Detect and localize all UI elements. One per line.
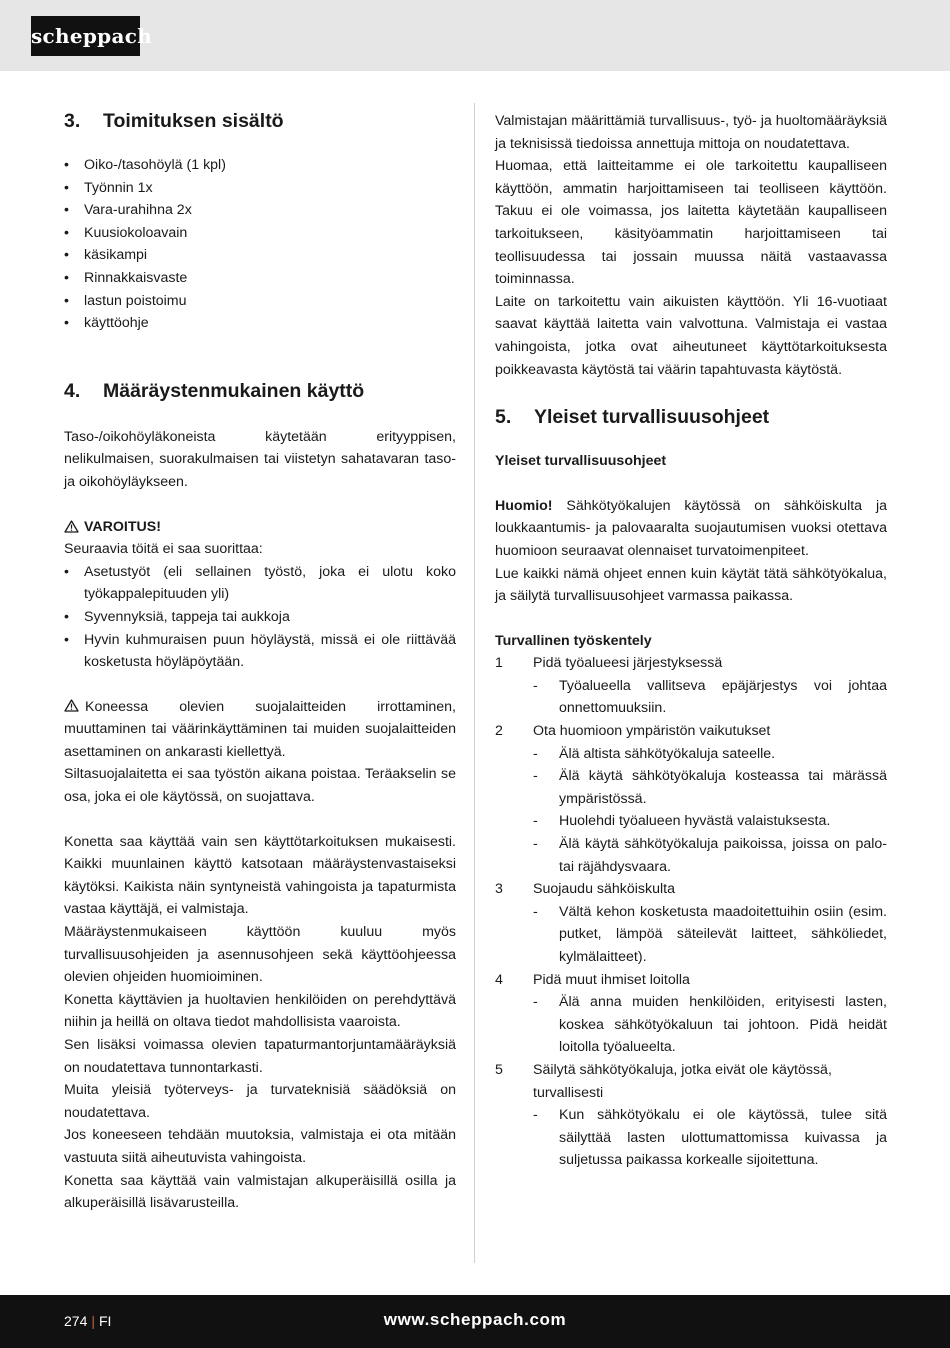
step-item [495,878,887,968]
warning-label: VAROITUS! [84,518,161,535]
step-number: 5 [495,1061,503,1078]
header-bar [0,0,950,71]
safety-steps [495,652,887,1172]
step-sublist [533,1104,887,1172]
step-number: 2 [495,723,503,740]
paragraph: Konetta käyttävien ja huoltavien henkilöiden on perehdyttävä niihin ja heillä on oltava tiedot mahdollisista vaaroista. [64,991,456,1031]
language-code: FI [99,1313,112,1329]
step-item [495,720,887,878]
section-3-heading [64,108,456,134]
list-item: • Kuusiokoloavain [64,222,456,245]
step-title: Ota huomioon ympäristön vaikutukset [533,723,771,740]
separator: | [91,1313,95,1329]
subheading: Yleiset turvallisuusohjeet [495,453,667,470]
paragraph: Valmistajan määrittämiä turvallisuus-, työ- ja huoltomääräyksiä ja teknisissä tiedoissa annettuja mittoja on noudatettava. [495,113,887,152]
brand-logo: scheppach [31,16,140,56]
step-title: Pidä muut ihmiset loitolla [533,971,690,988]
step-sublist [533,743,887,879]
step-number: 1 [495,655,503,672]
section-number: 4. [64,379,81,402]
step-number: 3 [495,881,503,898]
page-number-value: 274 [64,1313,88,1329]
step-number: 4 [495,971,503,988]
paragraph: Sen lisäksi voimassa olevien tapaturmantorjuntamääräyksiä on noudatettava tunnontarkasti. [64,1037,456,1076]
step-item [495,652,887,720]
paragraph: Muita yleisiä työterveys- ja turvateknisiä säädöksiä on noudatettava. [64,1082,456,1121]
left-column [64,108,456,1215]
section-4-heading [64,378,456,404]
step-title: Pidä työalueesi järjestyksessä [533,655,723,672]
step-sublist [533,901,887,969]
step-title: Säilytä sähkötyökaluja, jotka eivät ole käytössä, turvallisesti [533,1061,832,1101]
list-item: - Työalueella vallitseva epäjärjestys voi johtaa onnettomuuksiin. [533,675,887,720]
list-item: • käyttöohje [64,312,456,335]
note-text: Sähkötyökalujen käytössä on sähköiskulta ja loukkaantumis- ja palovaaralta suojautumisen vuoksi otettava huomioon seuraavat olennaiset turvatoimenpiteet. [495,497,887,559]
list-item: - Huolehdi työalueen hyvästä valaistuksesta. [533,810,887,833]
list-item: • Rinnakkaisvaste [64,267,456,290]
step-sublist [533,991,887,1059]
warning-list [64,561,456,674]
delivery-list [64,154,456,335]
list-item: • Työnnin 1x [64,177,456,200]
list-item: - Älä anna muiden henkilöiden, erityisesti lasten, koskea sähkötyökaluun tai johtoon. Pidä heidät loitolla työalueelta. [533,991,887,1059]
list-item: - Älä käytä sähkötyökaluja kosteassa tai märässä ympäristössä. [533,765,887,810]
list-item: • käsikampi [64,244,456,267]
note-paragraph [495,495,887,563]
step-title: Suojaudu sähköiskulta [533,881,675,898]
list-item: • Hyvin kuhmuraisen puun höyläystä, missä ei ole riittävää kosketusta höyläpöytään. [64,629,456,674]
note-label: Huomio! [495,497,553,514]
paragraph: Siltasuojalaitetta ei saa työstön aikana poistaa. Teräakselin se osa, joka ei ole käytössä, on suojattava. [64,766,456,806]
section-number: 5. [495,406,512,429]
warning-triangle-icon [64,699,79,712]
paragraph: Konetta saa käyttää vain valmistajan alkuperäisillä osilla ja alkuperäisillä lisävarusteilla. [64,1172,456,1212]
list-item: • Oiko-/tasohöylä (1 kpl) [64,154,456,177]
list-item: • Vara-urahihna 2x [64,199,456,222]
list-item: - Älä käytä sähkötyökaluja paikoissa, joissa on palo- tai räjähdysvaara. [533,833,887,878]
step-item [495,969,887,1059]
paragraph: Määräystenmukaiseen käyttöön kuuluu myös turvallisuusohjeiden ja asennusohjeen sekä käyttöohjeessa olevien ohjeiden huomioiminen. [64,924,456,986]
paragraph: Lue kaikki nämä ohjeet ennen kuin käytät tätä sähkötyökalua, ja säilytä turvallisuusohjeet varmassa paikassa. [495,565,887,605]
subheading: Turvallinen työskentely [495,632,652,649]
paragraph: Jos koneeseen tehdään muutoksia, valmistaja ei ota mitään vastuuta siitä aiheutuvista vahingoista. [64,1127,456,1166]
paragraph: Konetta saa käyttää vain sen käyttötarkoituksen mukaisesti. Kaikki muunlainen käyttö katsotaan määräystenvastaiseksi käytöksi. Kaikista näin syntyneistä vahingoista ja tapaturmista vastaa käyttäjä, ei valmistaja. [64,833,456,918]
warning-lead: Seuraavia töitä ei saa suorittaa: [64,541,263,558]
section-title: Toimituksen sisältö [103,110,284,132]
step-item [495,1059,887,1172]
section-title: Yleiset turvallisuusohjeet [534,406,770,429]
column-divider [474,103,475,1263]
list-item: - Älä altista sähkötyökaluja sateelle. [533,743,887,766]
paragraph: Laite on tarkoitettu vain aikuisten käyttöön. Yli 16-vuotiaat saavat käyttää laitetta vain valvottuna. Valmistaja ei vastaa vahingoista, jotka ovat aiheutuneet käyttötarkoituksesta poikkeavasta käytöstä tai väärin tapahtuvasta käytöstä. [495,293,887,378]
guard-paragraph [64,696,456,764]
warning-triangle-icon [64,520,79,533]
section-title: Määräystenmukainen käyttö [103,379,365,402]
step-sublist [533,675,887,720]
guard-text: Koneessa olevien suojalaitteiden irrottaminen, muuttaminen tai väärinkäyttäminen tai muiden suojalaitteiden asettaminen on ankarasti kiellettyä. [64,698,456,760]
list-item: • lastun poistoimu [64,290,456,313]
intro-paragraph: Taso-/oikohöyläkoneista käytetään erityyppisen, nelikulmaisen, suorakulmaisen tai viistetyn sahatavaran taso- ja oikohöyläykseen. [64,428,456,490]
paragraph: Huomaa, että laitteitamme ei ole tarkoitettu kaupalliseen käyttöön, ammatin harjoittamiseen tai teolliseen käyttöön. Takuu ei ole voimassa, jos laitetta käytetään kaupalliseen tarkoitukseen, käsityöammatin harjoittamiseen tai teollisuudessa tai jossain muussa näitä vastaavassa toiminnassa. [495,158,887,288]
website-link[interactable]: www.scheppach.com [383,1310,567,1329]
list-item: • Asetustyöt (eli sellainen työstö, joka ei ulotu koko työkappalepituuden yli) [64,561,456,606]
warning-heading [64,516,456,539]
list-item: • Syvennyksiä, tappeja tai aukkoja [64,606,456,629]
section-5-heading [495,404,887,430]
section-number: 3. [64,110,81,132]
right-column [495,110,887,1172]
footer-bar [0,1295,950,1348]
list-item: - Kun sähkötyökalu ei ole käytössä, tulee sitä säilyttää lasten ulottumattomissa kuivassa ja suljetussa paikassa korkealle sijoitettuna. [533,1104,887,1172]
list-item: - Vältä kehon kosketusta maadoitettuihin osiin (esim. putket, lämpöä säteilevät laitteet, sähköliedet, kylmälaitteet). [533,901,887,969]
